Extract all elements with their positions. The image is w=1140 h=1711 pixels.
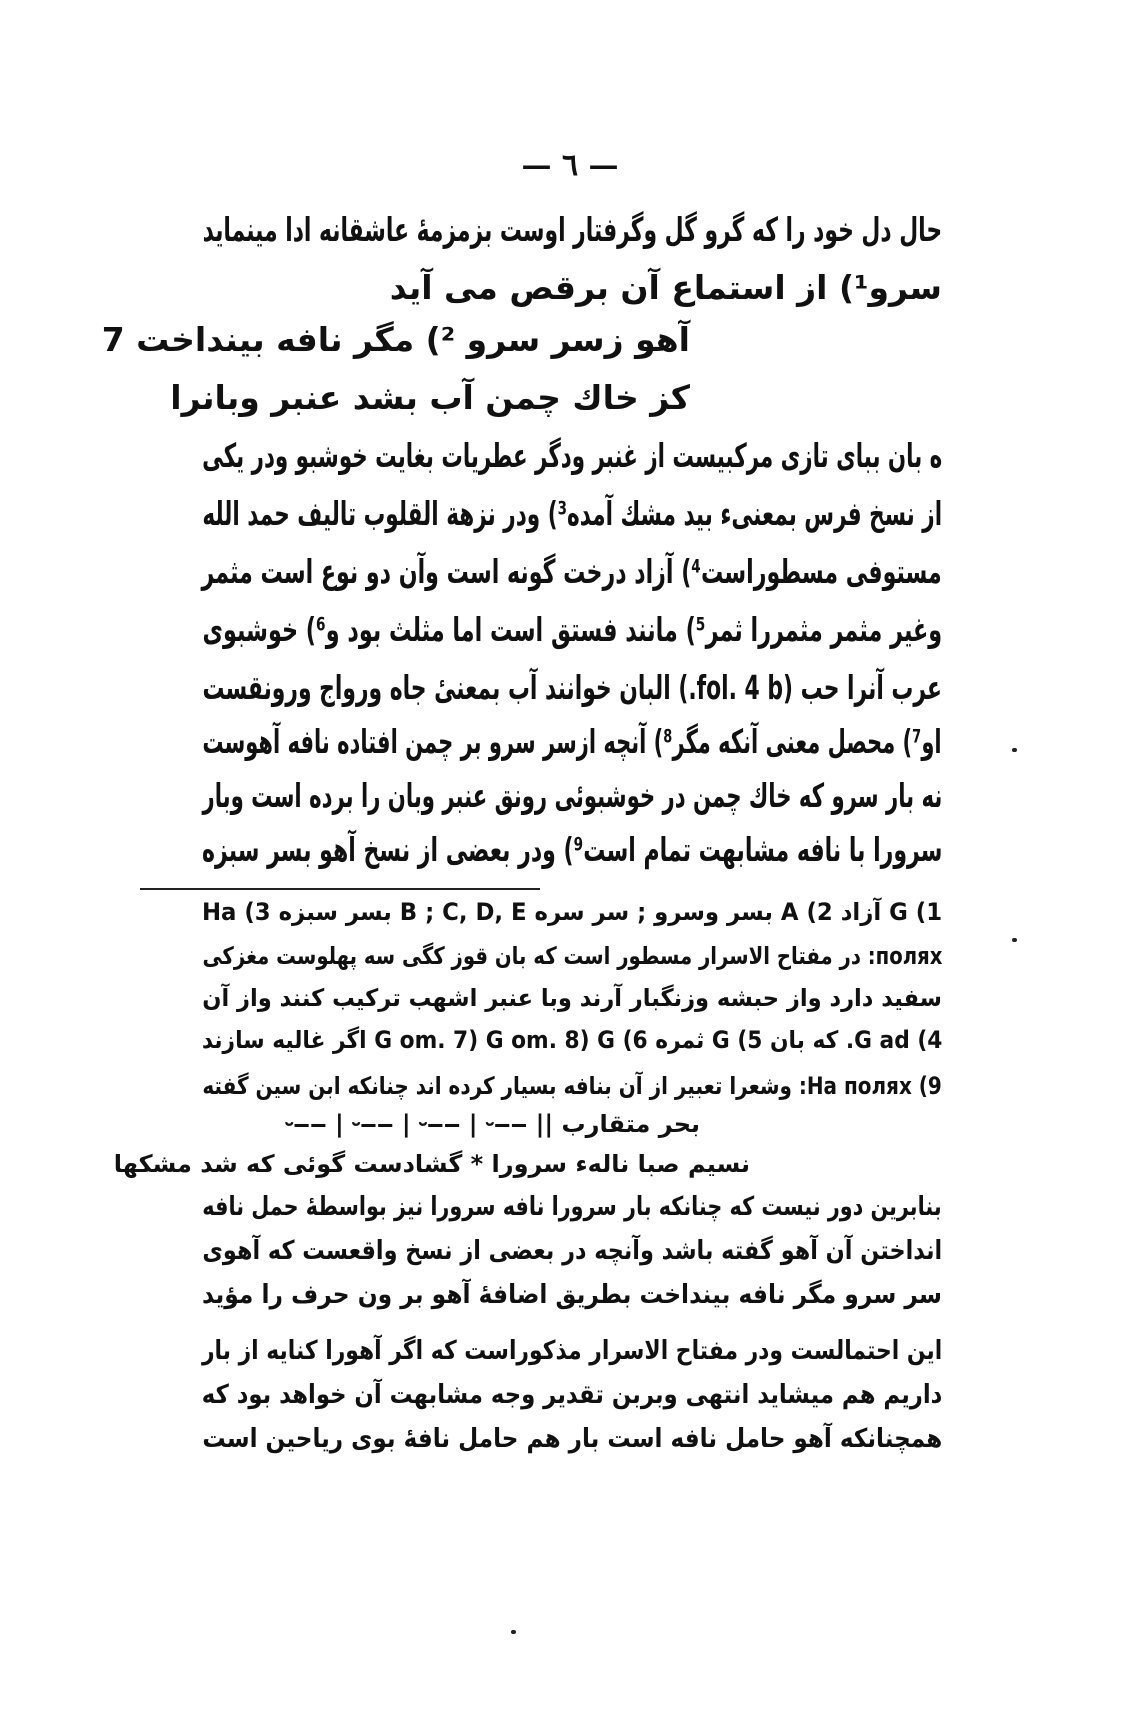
scan-speck (511, 1630, 516, 1634)
footnote-line-13: همچنانكه آهو حامل نافه است بار هم حامل نافهٔ بوى رياحين است (202, 1424, 942, 1454)
body-line-2: سرو¹) از استماع آن برقص می آيد (389, 268, 942, 307)
footnote-meter: بحر متقارب || ‒‒⏑ | ‒‒⏑ | ‒‒⏑ | ‒‒⏑ (285, 1110, 700, 1138)
body-line-1: حال دل خود را كه گرو گل وگرفتار اوست بزمزمهٔ عاشقانه ادا مينمايد (202, 210, 942, 249)
footnote-line-10: سر سرو مگر نافه بينداخت بطريق اضافهٔ آهو بر ون حرف را مؤيد (202, 1280, 942, 1310)
body-line-7: عرب آنرا حب (fol. 4 b.) البان خوانند آب بمعنیٔ جاه ورواج ورونقست (202, 668, 942, 707)
body-line-4: از نسخ فرس بمعنیء بید مشك آمده³) ودر نزهة القلوب تاليف حمد الله (202, 494, 942, 533)
body-line-9: نه بار سرو كه خاك چمن در خوشبوئى رونق عنبر وبان را برده است وبار (202, 776, 942, 815)
footnote-line-11: اين احتمالست ودر مفتاح الاسرار مذكوراست كه اگر آهورا كنايه از بار (201, 1336, 942, 1366)
footnote-line-9: انداختن آن آهو گفته باشد وآنچه در بعضى از نسخ واقعست كه آهوى (202, 1236, 942, 1266)
footnote-verse: نسيم صبا نالهء سرورا * گشادست گوئى كه شد مشكها (113, 1150, 750, 1178)
footnote-line-12: داريم هم ميشايد انتهى وبربن تقدير وجه مشابهت آن خواهد بود كه (201, 1380, 942, 1410)
footnote-line-8: بنابرين دور نيست كه چنانكه بار سرورا نافه سرورا نيز بواسطهٔ حمل نافه (202, 1192, 942, 1222)
footnote-line-3: سفيد دارد واز حبشه وزنگبار آرند وبا عنبر اشهب تركيب كنند واز آن (202, 984, 942, 1012)
verse-line-2: كز خاك چمن آب بشد عنبر وبانرا (170, 378, 690, 417)
body-line-10: سرورا با نافه مشابهت تمام است⁹) ودر بعضى از نسخ آهو بسر سبزه (201, 830, 942, 869)
body-line-3: ه بان بباى تازى مركبيست از غنبر ودگر عطريات بغايت خوشبو ودر يكى (201, 436, 942, 475)
scan-speck (1012, 748, 1017, 752)
scan-speck (1012, 938, 1017, 942)
footnote-line-2: полях: در مفتاح الاسرار مسطور است كه بان قوز كگى سه پهلوست مغزكى (202, 942, 942, 970)
footnote-line-4: 4) G ad. كه بان 5) G ثمره 6) G om. 7) G om. 8) G اگر غاليه سازند (201, 1026, 942, 1054)
body-line-8: او⁷) محصل معنی آنكه مگر⁸) آنچه ازسر سرو بر چمن افتاده نافه آهوست (202, 722, 942, 761)
footnote-line-1: 1) G آزاد 2) A بسر وسرو ; سر سره B ; C, D, E بسر سبزه 3) Ha (201, 898, 942, 926)
page-number: — ٦ — (521, 148, 619, 183)
body-line-6: وغير مثمر مثمررا ثمر⁵) مانند فستق است اما مثلث بود و⁶) خوشبوى (202, 610, 942, 649)
footnote-line-5: 9) На полях: وشعرا تعبير از آن بنافه بسيار كرده اند چنانكه ابن سين گفته (202, 1072, 942, 1100)
verse-line-1: آهو زسر سرو ²) مگر نافه بينداخت 7 (101, 320, 690, 359)
footnote-separator (140, 888, 540, 890)
body-line-5: مستوفى مسطوراست⁴) آزاد درخت گونه است وآن دو نوع است مثمر (201, 552, 942, 591)
